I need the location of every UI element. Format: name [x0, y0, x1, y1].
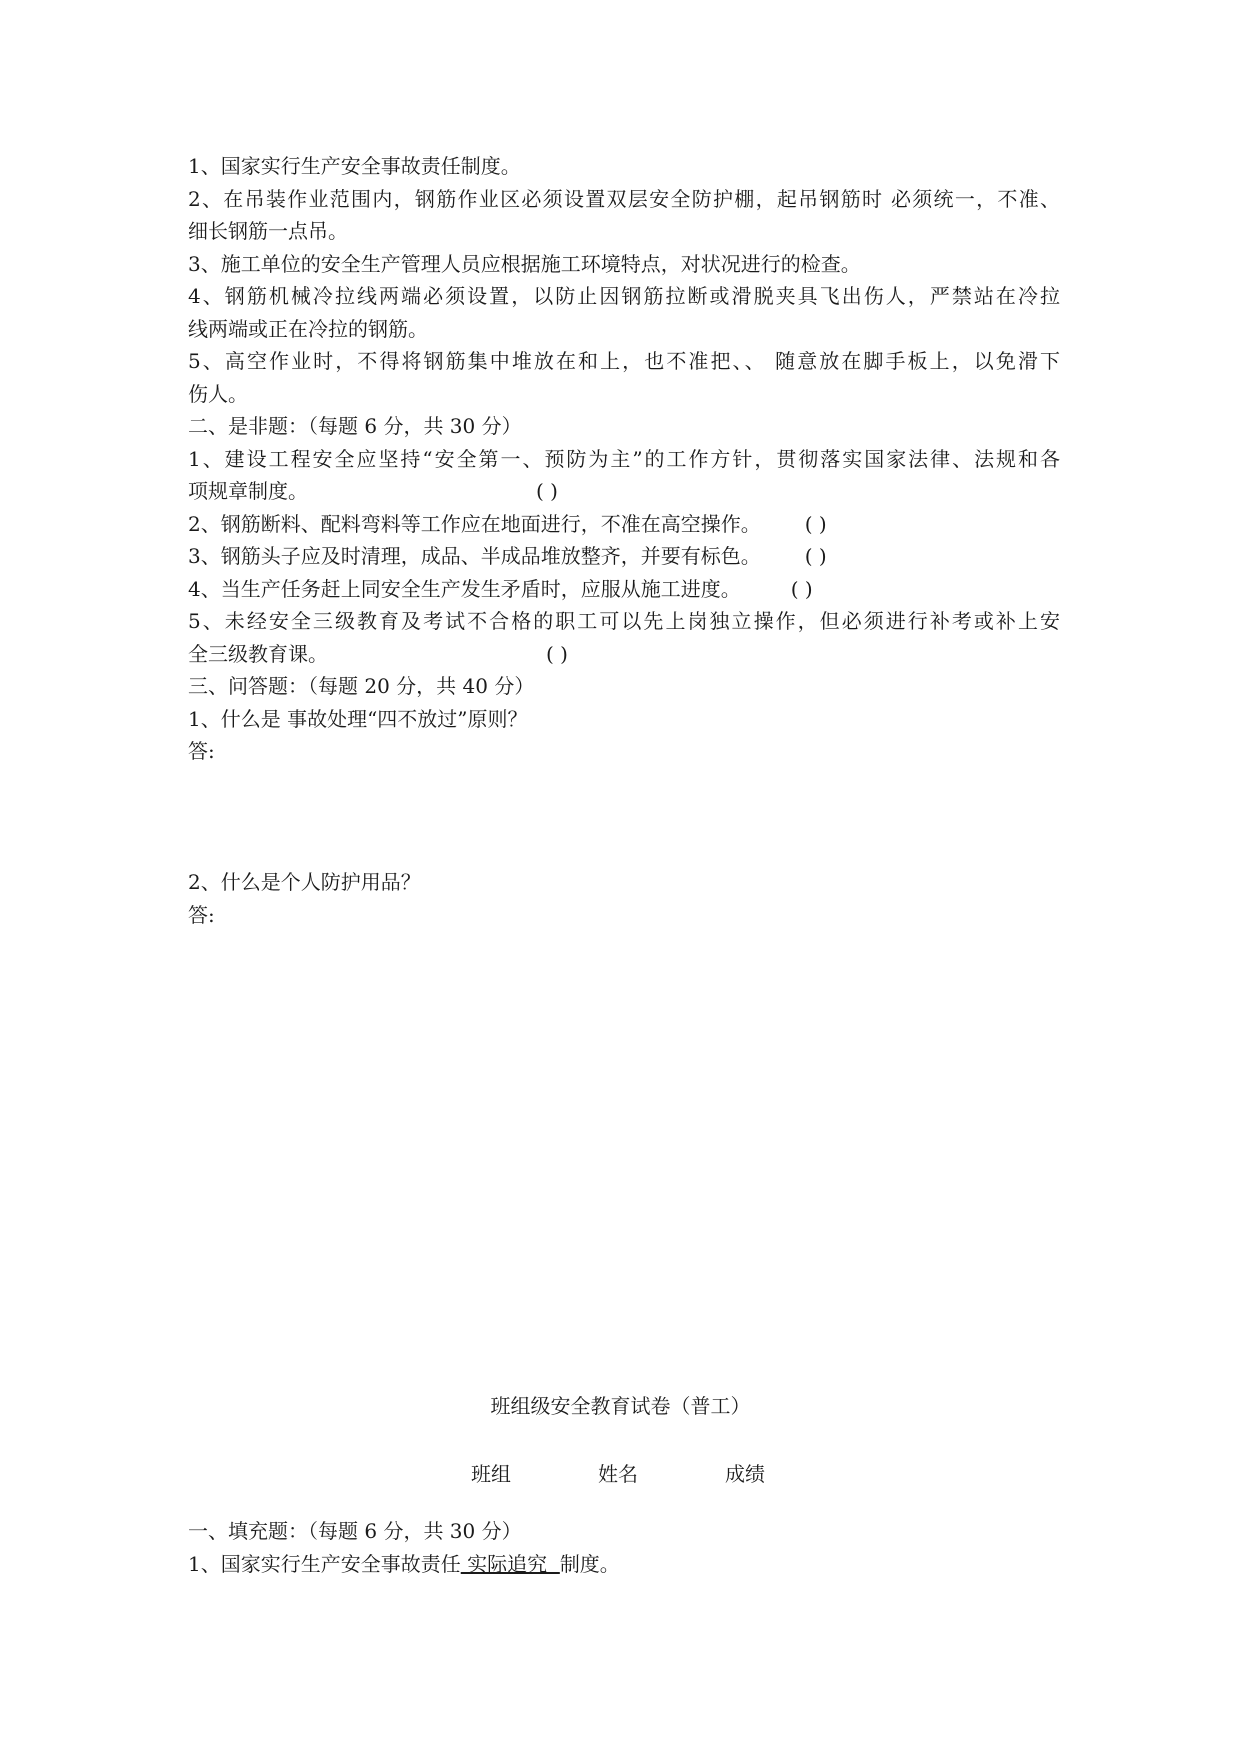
answer-key-section [188, 1515, 1060, 1580]
fill-question-4-line-2: 线两端或正在冷拉的钢筋。 [188, 316, 428, 341]
tf-question-5-line-2 [188, 638, 1060, 671]
tf-answer-paren-2: ( ) [804, 511, 827, 536]
tf-answer-paren-3: ( ) [804, 544, 827, 568]
answer-fill-value: 实际追究 [460, 1551, 560, 1576]
tf-question-5-line-1: 5、未经安全三级教育及考试不合格的职工可以先上岗独立操作，但必须进行补考或补上安 [188, 609, 1060, 633]
qa-question-2-block [188, 866, 1060, 931]
tf-question-3 [188, 540, 1060, 573]
tf-answer-paren-5: ( ) [546, 641, 568, 666]
fill-in-heading: 一、填充题：（每题 6 分，共 30 分） [188, 1519, 522, 1543]
fill-question-5-line-1: 5、高空作业时，不得将钢筋集中堆放在和上，也不准把、、 随意放在脚手板上，以免滑下 [188, 349, 1060, 373]
true-false-heading: 二、是非题：（每题 6 分，共 30 分） [188, 414, 522, 438]
fill-question-1: 1、国家实行生产安全事故责任制度。 [188, 154, 521, 178]
fill-question-2-line-1: 2、在吊装作业范围内，钢筋作业区必须设置双层安全防护棚，起吊钢筋时 必须统一，不准、 [188, 186, 1060, 211]
fill-question-4-line-1: 4、钢筋机械冷拉线两端必须设置，以防止因钢筋拉断或滑脱夹具飞出伤人，严禁站在冷拉 [188, 284, 1060, 308]
answer-question-1-before: 1、国家实行生产安全事故责任 [188, 1551, 461, 1576]
fill-question-2-line-2: 细长钢筋一点吊。 [188, 219, 348, 243]
fill-question-3: 3、施工单位的安全生产管理人员应根据施工环境特点，对状况进行的检查。 [188, 251, 861, 276]
tf-question-2 [188, 508, 1060, 541]
tf-question-1-line-1: 1、建设工程安全应坚持“安全第一、预防为主”的工作方针，贯彻落实国家法律、法规和各 [188, 446, 1060, 471]
tf-question-3-text: 3、钢筋头子应及时清理，成品、半成品堆放整齐，并要有标色。 [188, 544, 761, 568]
qa-heading: 三、问答题：（每题 20 分，共 40 分） [188, 674, 535, 698]
tf-question-1-line-2 [188, 475, 1060, 508]
answer-question-1 [188, 1548, 1060, 1581]
tf-question-1-text: 项规章制度。 [188, 479, 308, 503]
tf-answer-paren-4: ( ) [790, 576, 813, 601]
qa-answer-label-2: 答: [188, 902, 215, 927]
fill-in-questions [188, 150, 1060, 768]
tf-question-2-text: 2、钢筋断料、配料弯料等工作应在地面进行，不准在高空操作。 [188, 511, 761, 536]
tf-question-4 [188, 573, 1060, 606]
group-label: 班组 [471, 1462, 511, 1486]
exam-title: 班组级安全教育试卷（普工） [490, 1394, 751, 1418]
answer-question-1-after: 制度。 [559, 1551, 620, 1576]
tf-question-5-text: 全三级教育课。 [188, 641, 328, 666]
qa-question-2: 2、什么是个人防护用品？ [188, 870, 421, 894]
name-label: 姓名 [598, 1462, 638, 1486]
tf-question-4-text: 4、当生产任务赶上同安全生产发生矛盾时，应服从施工进度。 [188, 576, 741, 601]
fill-question-5-line-2: 伤人。 [188, 381, 248, 406]
qa-answer-label-1: 答: [188, 739, 215, 763]
score-label: 成绩 [725, 1462, 765, 1486]
qa-question-1: 1、什么是 事故处理“四不放过”原则？ [188, 706, 528, 731]
tf-answer-paren-1: ( ) [536, 479, 558, 503]
